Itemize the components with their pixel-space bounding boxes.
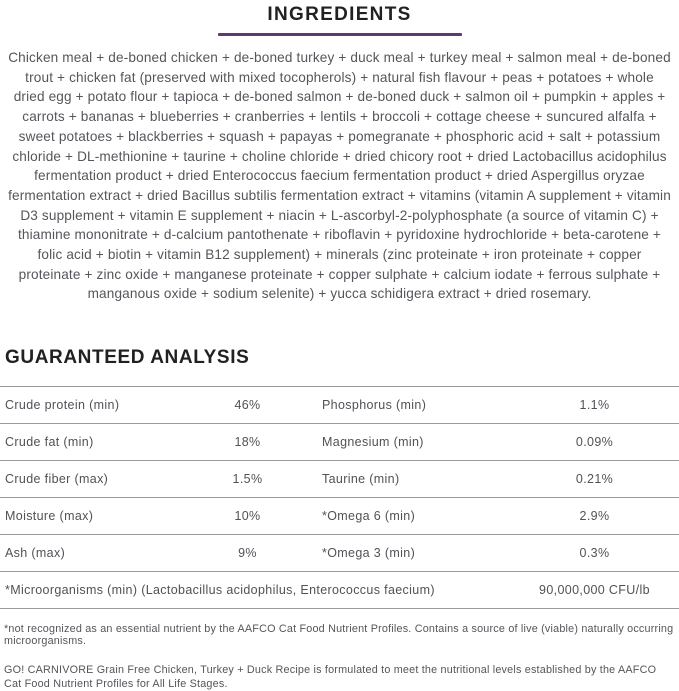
footnote-formulation-statement: GO! CARNIVORE Grain Free Chicken, Turkey + Duck Recipe is formulated to meet the nutritional levels established by the AAFCO Cat Food Nutrient Profiles for All Life Stages. xyxy=(4,664,657,690)
ingredients-title: INGREDIENTS xyxy=(267,4,412,25)
nutrient-value: 0.21% xyxy=(575,472,614,487)
guaranteed-analysis-table xyxy=(0,386,679,609)
table-row xyxy=(0,387,679,424)
table-row xyxy=(0,424,679,461)
nutrient-value: 0.09% xyxy=(575,435,614,450)
nutrient-label: Taurine (min) xyxy=(322,472,400,487)
nutrient-label: Phosphorus (min) xyxy=(322,398,427,413)
table-row xyxy=(0,535,679,572)
nutrient-label: Ash (max) xyxy=(5,546,66,561)
ingredients-paragraph: Chicken meal + de-boned chicken + de-boned turkey + duck meal + turkey meal + salmon meal + de-boned trout + chicken fat (preserved with mixed tocopherols) + natural fish flavour + peas + potatoes + whole dried egg + potato flour + tapioca + de-boned salmon + de-boned duck + salmon oil + pumpkin + apples + carrots + bananas + blueberries + cranberries + lentils + broccoli + cottage cheese + suncured alfalfa + sweet potatoes + blackberries + squash + papayas + pomegranate + phosphoric acid + salt + potassium chloride + DL-methionine + taurine + choline chloride + dried chicory root + dried Lactobacillus acidophilus fermentation product + dried Enterococcus faecium fermentation product + dried Aspergillus oryzae fermentation extract + dried Bacillus subtilis fermentation extract + vitamins (vitamin A supplement + vitamin D3 supplement + vitamin E supplement + niacin + L-ascorbyl-2-polyphosphate (a source of vitamin C) + thiamine mononitrate + d-calcium pantothenate + riboflavin + pyridoxine hydrochloride + beta-carotene + folic acid + biotin + vitamin B12 supplement) + minerals (zinc proteinate + iron proteinate + copper proteinate + zinc oxide + manganese proteinate + copper sulphate + calcium iodate + ferrous sulphate + manganous oxide + sodium selenite) + yucca schidigera extract + dried rosemary. xyxy=(8,50,671,302)
nutrient-value: 1.1% xyxy=(579,398,610,413)
nutrient-label: *Omega 3 (min) xyxy=(322,546,416,561)
table-row xyxy=(0,461,679,498)
table-row-microorganisms xyxy=(0,572,679,609)
nutrient-label: Magnesium (min) xyxy=(322,435,424,450)
nutrient-value: 2.9% xyxy=(579,509,610,524)
guaranteed-analysis-title: GUARANTEED ANALYSIS xyxy=(5,347,250,369)
nutrient-value: 9% xyxy=(238,546,257,561)
nutrient-label: *Microorganisms (min) (Lactobacillus acidophilus, Enterococcus faecium) xyxy=(5,583,435,598)
nutrient-value: 18% xyxy=(234,435,261,450)
nutrient-label: Crude protein (min) xyxy=(5,398,120,413)
nutrient-value: 90,000,000 CFU/lb xyxy=(539,583,650,598)
nutrient-value: 10% xyxy=(234,509,261,524)
nutrient-label: *Omega 6 (min) xyxy=(322,509,416,524)
table-row xyxy=(0,498,679,535)
nutrient-value: 0.3% xyxy=(579,546,610,561)
nutrient-value: 1.5% xyxy=(232,472,263,487)
nutrient-label: Moisture (max) xyxy=(5,509,94,524)
nutrient-label: Crude fiber (max) xyxy=(5,472,109,487)
nutrient-label: Crude fat (min) xyxy=(5,435,94,450)
purple-divider xyxy=(218,33,462,36)
nutrient-value: 46% xyxy=(234,398,261,413)
footnote-aafco-asterisk: *not recognized as an essential nutrient by the AAFCO Cat Food Nutrient Profiles. Contains a source of live (viable) naturally occurring microorganisms. xyxy=(4,623,674,648)
